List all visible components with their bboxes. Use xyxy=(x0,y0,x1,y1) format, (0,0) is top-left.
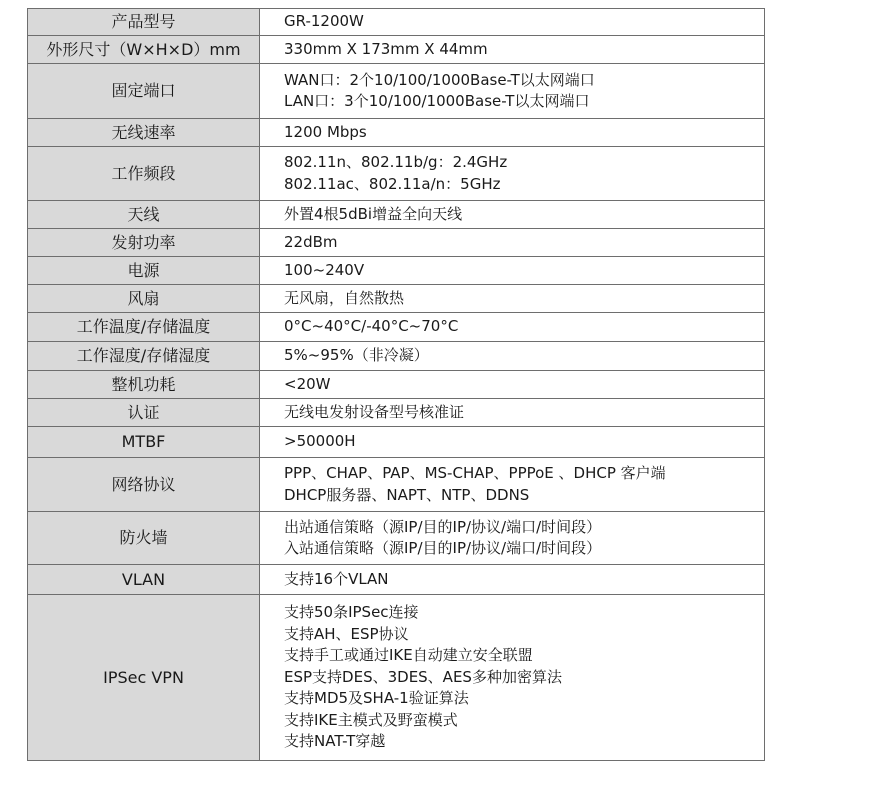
spec-label: 工作湿度/存储湿度 xyxy=(28,342,260,371)
spec-label: 外形尺寸（W×H×D）mm xyxy=(28,36,260,64)
spec-value-line: 支持手工或通过IKE自动建立安全联盟 xyxy=(284,646,533,664)
spec-value-line: 支持16个VLAN xyxy=(284,569,389,588)
spec-row-vlan xyxy=(28,565,765,595)
spec-row-humidity xyxy=(28,342,765,371)
spec-value-line: 100~240V xyxy=(284,260,365,279)
spec-row-ipsec-vpn xyxy=(28,595,765,761)
spec-row-power-consumption xyxy=(28,371,765,399)
spec-value xyxy=(260,229,765,257)
spec-value-line: 支持MD5及SHA-1验证算法 xyxy=(284,689,469,707)
spec-label: 整机功耗 xyxy=(28,371,260,399)
spec-row-frequency-band xyxy=(28,147,765,201)
spec-row-network-protocols xyxy=(28,458,765,512)
spec-value xyxy=(260,285,765,313)
spec-value-line: 0°C~40°C/-40°C~70°C xyxy=(284,317,459,336)
spec-value-line: 22dBm xyxy=(284,232,338,251)
spec-label: VLAN xyxy=(28,565,260,595)
spec-value-line: 外置4根5dBi增益全向天线 xyxy=(284,204,463,223)
spec-value-line: LAN口：3个10/100/1000Base-T以太网端口 xyxy=(284,92,590,110)
spec-value-line: ESP支持DES、3DES、AES多种加密算法 xyxy=(284,667,562,686)
spec-value-line: 无风扇，自然散热 xyxy=(284,288,405,307)
spec-value-line: 802.11ac、802.11a/n：5GHz xyxy=(284,174,501,193)
spec-row-dimensions xyxy=(28,36,765,64)
spec-value xyxy=(260,257,765,285)
spec-value xyxy=(260,595,765,761)
spec-label: 风扇 xyxy=(28,285,260,313)
spec-label: 电源 xyxy=(28,257,260,285)
spec-value-line: 入站通信策略（源IP/目的IP/协议/端口/时间段） xyxy=(284,539,602,557)
spec-row-fan xyxy=(28,285,765,313)
spec-label: IPSec VPN xyxy=(28,595,260,761)
spec-value-line: 支持AH、ESP协议 xyxy=(284,624,409,643)
spec-value-line: <20W xyxy=(284,374,331,393)
spec-value xyxy=(260,399,765,427)
spec-row-mtbf xyxy=(28,427,765,458)
spec-row-model xyxy=(28,9,765,36)
spec-label: 工作温度/存储温度 xyxy=(28,313,260,342)
spec-value xyxy=(260,371,765,399)
spec-value xyxy=(260,9,765,36)
spec-label: 发射功率 xyxy=(28,229,260,257)
spec-label: 网络协议 xyxy=(28,458,260,512)
spec-value xyxy=(260,512,765,565)
spec-value-line: 支持IKE主模式及野蛮模式 xyxy=(284,710,458,729)
spec-value-line: PPP、CHAP、PAP、MS-CHAP、PPPoE 、DHCP 客户端 xyxy=(284,464,666,482)
spec-label: 天线 xyxy=(28,201,260,229)
spec-value xyxy=(260,565,765,595)
spec-label: 固定端口 xyxy=(28,64,260,119)
spec-value xyxy=(260,458,765,512)
spec-value xyxy=(260,64,765,119)
spec-value-line: >50000H xyxy=(284,432,356,451)
spec-label: 认证 xyxy=(28,399,260,427)
spec-value-line: 1200 Mbps xyxy=(284,122,367,141)
spec-value xyxy=(260,119,765,147)
spec-value xyxy=(260,36,765,64)
spec-value-line: 无线电发射设备型号核准证 xyxy=(284,402,465,421)
spec-table xyxy=(27,8,765,761)
spec-label: MTBF xyxy=(28,427,260,458)
spec-value-line: 802.11n、802.11b/g：2.4GHz xyxy=(284,153,508,171)
spec-value-line: WAN口：2个10/100/1000Base-T以太网端口 xyxy=(284,70,595,89)
spec-value xyxy=(260,427,765,458)
spec-value-line: GR-1200W xyxy=(284,12,364,31)
spec-row-power-supply xyxy=(28,257,765,285)
spec-value-line: 支持50条IPSec连接 xyxy=(284,603,419,621)
spec-label: 产品型号 xyxy=(28,9,260,36)
spec-value xyxy=(260,342,765,371)
spec-value-line: 出站通信策略（源IP/目的IP/协议/端口/时间段） xyxy=(284,517,602,536)
spec-row-ports xyxy=(28,64,765,119)
spec-row-firewall xyxy=(28,512,765,565)
spec-row-temperature xyxy=(28,313,765,342)
spec-value xyxy=(260,313,765,342)
spec-label: 防火墙 xyxy=(28,512,260,565)
spec-value-line: DHCP服务器、NAPT、NTP、DDNS xyxy=(284,485,530,504)
spec-label: 工作频段 xyxy=(28,147,260,201)
spec-label: 无线速率 xyxy=(28,119,260,147)
spec-row-wireless-rate xyxy=(28,119,765,147)
spec-value-line: 5%~95%（非冷凝） xyxy=(284,346,429,365)
spec-row-tx-power xyxy=(28,229,765,257)
spec-value-line: 330mm X 173mm X 44mm xyxy=(284,39,488,58)
spec-value xyxy=(260,147,765,201)
spec-row-antenna xyxy=(28,201,765,229)
spec-value xyxy=(260,201,765,229)
spec-value-line: 支持NAT-T穿越 xyxy=(284,732,386,750)
spec-row-certification xyxy=(28,399,765,427)
